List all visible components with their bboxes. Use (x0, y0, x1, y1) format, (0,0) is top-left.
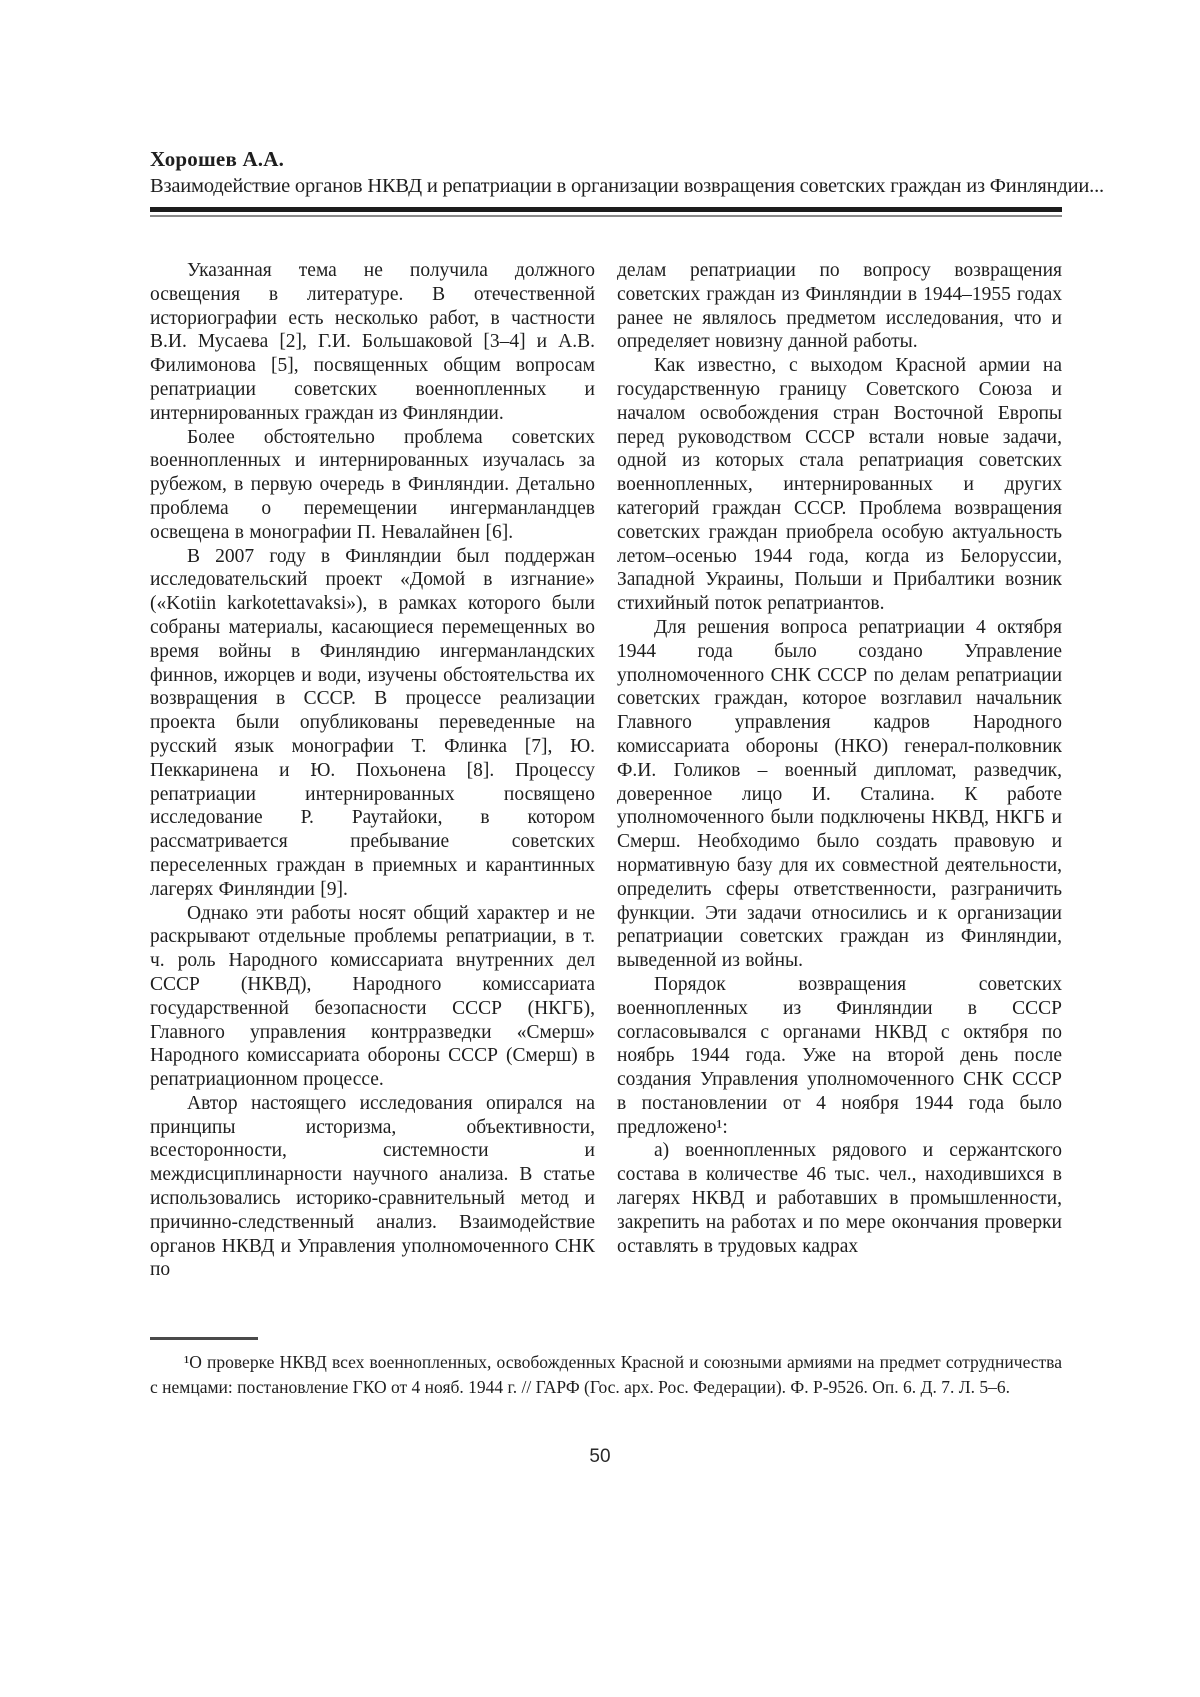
footnote-text: ¹О проверке НКВД всех военнопленных, освобожденных Красной и союзными армиями на предмет сотрудничества с немцами: постановление ГКО от 4 нояб. 1944 г. // ГАРФ (Гос. арх. Рос. Федерации). Ф. Р-9526. Оп. 6. Д. 7. Л. 5–6. (150, 1352, 1062, 1397)
article-body (150, 259, 1062, 1282)
paragraph: Как известно, с выходом Красной армии на государственную границу Советского Союза и началом освобождения стран Восточной Европы перед руководством СССР встали новые задачи, одной из которых стала репатриация советских военнопленных, интернированных и других категорий граждан СССР. Проблема возвращения советских граждан приобрела особую актуальность летом–осенью 1944 года, когда из Белоруссии, Западной Украины, Польши и Прибалтики возник стихийный поток репатриантов. (617, 355, 1062, 615)
footnote-separator (150, 1337, 258, 1340)
paragraph: Указанная тема не получила должного освещения в литературе. В отечественной историографии есть несколько работ, в частности В.И. Мусаева [2], Г.И. Большаковой [3–4] и А.В. Филимонова [5], посвященных общим вопросам репатриации советских военнопленных и интернированных граждан из Финляндии. (150, 260, 595, 424)
running-head-title: Взаимодействие органов НКВД и репатриации в организации возвращения советских граждан из Финляндии... (150, 175, 1104, 197)
paragraph: а) военнопленных рядового и сержантского состава в количестве 46 тыс. чел., находившихся в лагерях НКВД и работавших в промышленности, закрепить на работах и по мере окончания проверки оставлять в трудовых кадрах (617, 1140, 1062, 1257)
paragraph: В 2007 году в Финляндии был поддержан исследовательский проект «Домой в изгнание» («Kotiin karkotettavaksi»), в рамках которого были собраны материалы, касающиеся перемещенных во время войны в Финляндию ингерманландских финнов, ижорцев и води, изучены обстоятельства их возвращения в СССР. В процессе реализации проекта были опубликованы переведенные на русский язык монографии Т. Флинка [7], Ю. Пеккаринена и Ю. Похьонена [8]. Процессу репатриации интернированных посвящено исследование Р. Раутайоки, в котором рассматривается пребывание советских переселенных граждан в приемных и карантинных лагерях Финляндии [9]. (150, 545, 595, 900)
running-head (150, 146, 1104, 217)
left-column (150, 259, 595, 1282)
paragraph: Для решения вопроса репатриации 4 октября 1944 года было создано Управление уполномоченного СНК СССР по делам репатриации советских граждан, которое возглавил начальник Главного управления кадров Народного комиссариата обороны (НКО) генерал-полковник Ф.И. Голиков – военный дипломат, разведчик, доверенное лицо И. Сталина. К работе уполномоченного были подключены НКВД, НКГБ и Смерш. Необходимо было создать правовую и нормативную базу для их совместной деятельности, определить сферы ответственности, разграничить функции. Эти задачи относились и к организации репатриации советских граждан из Финляндии, выведенной из войны. (617, 616, 1062, 972)
paragraph: Автор настоящего исследования опирался на принципы историзма, объективности, всесторонности, системности и междисциплинарности научного анализа. В статье использовались историко-сравнительный метод и причинно-следственный анализ. Взаимодействие органов НКВД и Управления уполномоченного СНК по (150, 1092, 595, 1281)
right-column (617, 259, 1062, 1282)
page-content (150, 146, 1104, 1282)
paragraph-continuation: делам репатриации по вопросу возвращения советских граждан из Финляндии в 1944–1955 годах ранее не являлось предметом исследования, что и определяет новизну данной работы. (617, 260, 1062, 353)
page-number: 50 (589, 1446, 611, 1467)
header-rule-thin (150, 215, 1062, 217)
header-rule-thick (150, 207, 1062, 212)
paragraph: Однако эти работы носят общий характер и не раскрывают отдельные проблемы репатриации, в т. ч. роль Народного комиссариата внутренних дел СССР (НКВД), Народного комиссариата государственной безопасности СССР (НКГБ), Главного управления контрразведки «Смерш» Народного комиссариата обороны СССР (Смерш) в репатриационном процессе. (150, 902, 595, 1091)
paragraph: Более обстоятельно проблема советских военнопленных и интернированных изучалась за рубежом, в первую очередь в Финляндии. Детально проблема о перемещении ингерманландцев освещена в монографии П. Невалайнен [6]. (150, 426, 595, 543)
paragraph: Порядок возвращения советских военнопленных из Финляндии в СССР согласовывался с органами НКВД с октября по ноябрь 1944 года. Уже на второй день после создания Управления уполномоченного СНК СССР в постановлении от 4 ноября 1944 года было предложено¹: (617, 973, 1062, 1138)
running-head-author: Хорошев А.А. (150, 147, 285, 171)
